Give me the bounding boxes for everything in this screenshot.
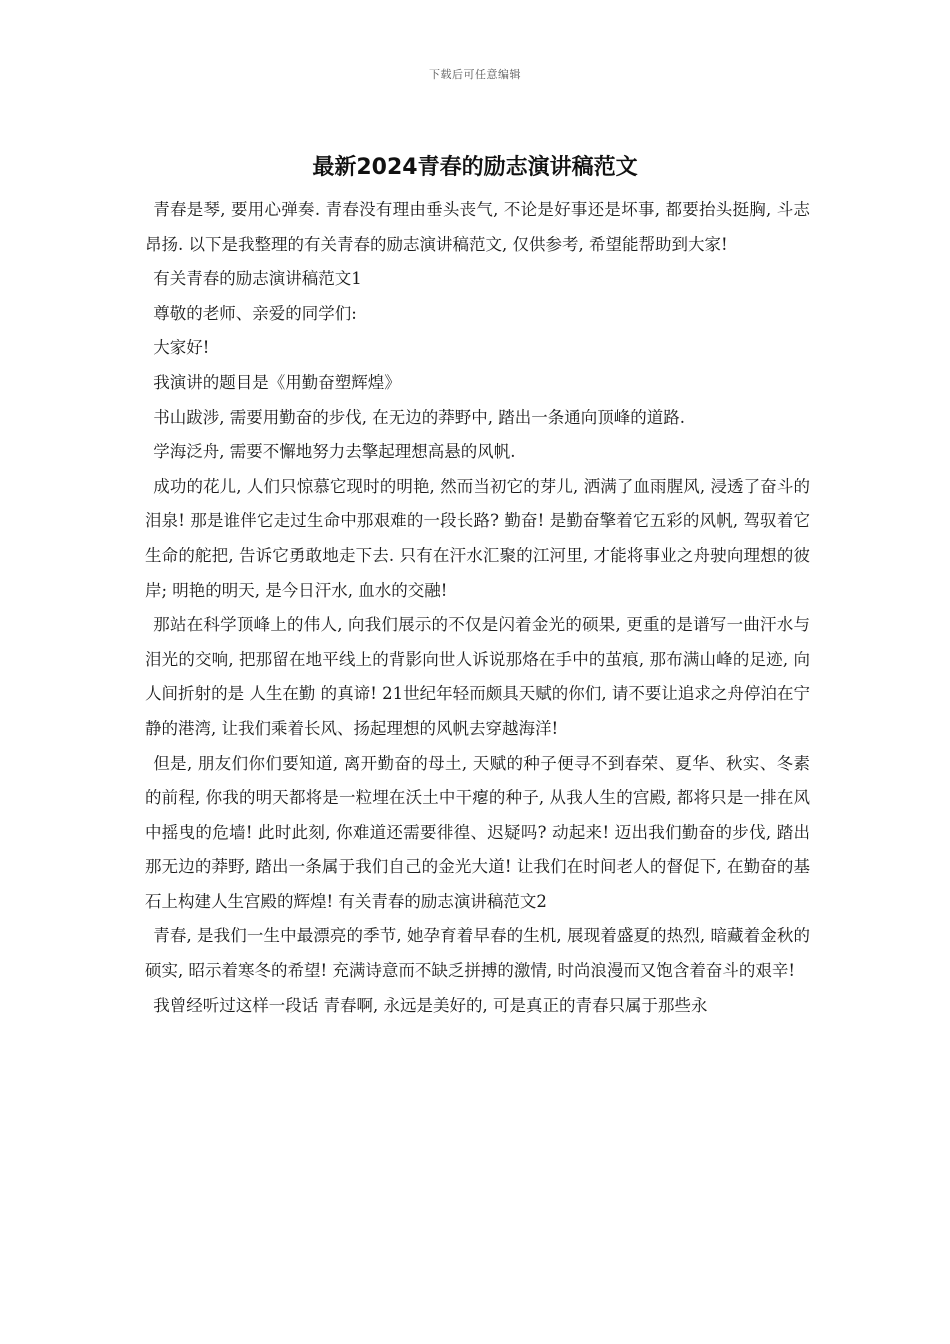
paragraph-body: 学海泛舟, 需要不懈地努力去擎起理想高悬的风帆. [153, 442, 516, 462]
paragraph-body: 但是, 朋友们你们要知道, 离开勤奋的母土, 天赋的种子便寻不到春荣、夏华、秋实、冬素的前程, 你我的明天都将是一粒埋在沃土中干瘪的种子, 从我人生的宫殿, 都将只是一排在风中摇曳的危墙! 此时此刻, 你难道还需要徘徨、迟疑吗? 动起来! 迈出我们勤奋的步伐, 踏出那无边的莽野, 踏出一条属于我们自己的金光大道! 让我们在时间老人的督促下, 在勤奋的基石上构建人生宫殿的辉煌! 有关青春的励志演讲稿范文2 [145, 753, 810, 911]
paragraph-body: 书山跋涉, 需要用勤奋的步伐, 在无边的莽野中, 踏出一条通向顶峰的道路. [153, 407, 685, 427]
paragraph-body: 青春, 是我们一生中最漂亮的季节, 她孕育着早春的生机, 展现着盛夏的热烈, 暗藏着金秋的硕实, 昭示着寒冬的希望! 充满诗意而不缺乏拼搏的激情, 时尚浪漫而又饱含着奋斗的艰辛! [145, 926, 810, 981]
paragraph-body: 成功的花儿, 人们只惊慕它现时的明艳, 然而当初它的芽儿, 洒满了血雨腥风, 浸透了奋斗的泪泉! 那是谁伴它走过生命中那艰难的一段长路? 勤奋! 是勤奋擎着它五彩的风帆, 驾驭着它生命的舵把, 告诉它勇敢地走下去. 只有在汗水汇聚的江河里, 才能将事业之舟驶向理想的彼岸; 明艳的明天, 是今日汗水, 血水的交融! [145, 476, 810, 600]
header-note: 下载后可任意编辑 [429, 68, 521, 81]
document-title: 最新2024青春的励志演讲稿范文 [312, 155, 638, 180]
document-body [145, 193, 810, 1023]
paragraph-intro: 青春是琴, 要用心弹奏. 青春没有理由垂头丧气, 不论是好事还是坏事, 都要抬头挺胸, 斗志昂扬. 以下是我整理的有关青春的励志演讲稿范文, 仅供参考, 希望能帮助到大家! [145, 200, 810, 254]
paragraph-greeting: 大家好! [153, 338, 210, 358]
paragraph-heading-1: 有关青春的励志演讲稿范文1 [153, 269, 362, 289]
paragraph-body: 我曾经听过这样一段话 青春啊, 永远是美好的, 可是真正的青春只属于那些永 [153, 995, 708, 1015]
paragraph-topic: 我演讲的题目是《用勤奋塑辉煌》 [153, 372, 401, 392]
paragraph-salutation: 尊敬的老师、亲爱的同学们: [153, 303, 357, 323]
paragraph-body: 那站在科学顶峰上的伟人, 向我们展示的不仅是闪着金光的硕果, 更重的是谱写一曲汗水与泪光的交响, 把那留在地平线上的背影向世人诉说那烙在手中的茧痕, 那布满山峰的足迹, 向人间折射的是 人生在勤 的真谛! 21世纪年轻而颇具天赋的你们, 请不要让追求之舟停泊在宁静的港湾, 让我们乘着长风、扬起理想的风帆去穿越海洋! [145, 615, 810, 738]
